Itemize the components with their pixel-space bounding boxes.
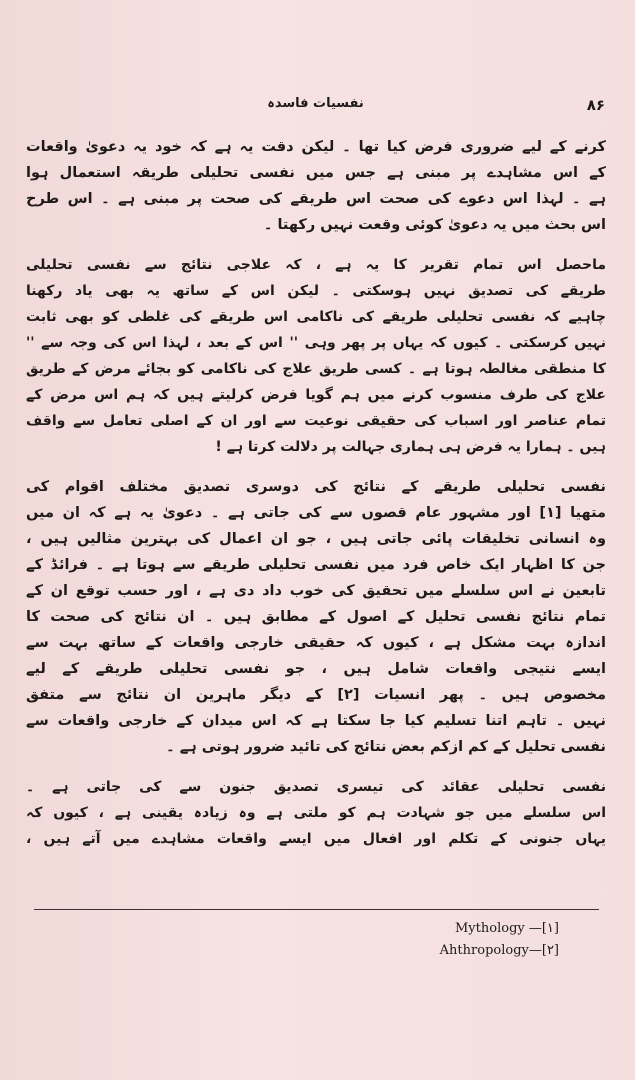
text-line: تمام نتائج نفسی تحلیل کے اصول کے مطابق ہیں ۔ ان نتائج کی صحت کا: [26, 609, 606, 625]
footnote-divider: [34, 909, 599, 910]
text-line: چاہیے کہ نفسی تحلیلی طریقے کی ناکامی اس طریقے کی غلطی کو بھی ثابت: [26, 309, 606, 325]
text-line: وہ انسانی تخلیقات پائی جاتی ہیں ، جو ان اعمال کی بہترین مثالیں ہیں ،: [26, 531, 606, 547]
text-line: ہے ۔ لہذا اس دعوے کی صحت اس طریقے کی صحت پر مبنی ہے ۔ اس طرح: [26, 191, 606, 207]
text-line: کے اس مشاہدے پر مبنی ہے جس میں نفسی تحلیلی طریقہ استعمال ہوا: [26, 165, 606, 181]
text-line: نفسی تحلیلی طریقے کے نتائج کی دوسری تصدیق مختلف اقوام کی: [26, 479, 606, 495]
text-line: تابعین نے اس سلسلے میں تحقیق کی خوب داد دی ہے ، اور حسب توقع ان کے: [26, 583, 606, 599]
paragraph: [26, 474, 606, 760]
text-line: یہاں جنونی کے تکلم اور افعال میں ایسے واقعات مشاہدے میں آتے ہیں ،: [26, 831, 606, 847]
text-line: ہیں ۔ ہمارا یہ فرض ہی ہماری جہالت پر دلالت کرتا ہے !: [215, 439, 606, 455]
text-line: متھیا [۱] اور مشہور عام قصوں سے کی جاتی ہے ۔ دعویٰ یہ ہے کہ ان میں: [26, 505, 606, 521]
text-line: نفسی تحلیلی عقائد کی تیسری تصدیق جنون سے کی جاتی ہے ۔: [26, 779, 606, 795]
text-line: اس سلسلے میں جو شہادت ہم کو ملتی ہے وہ زیادہ یقینی ہے ، کیوں کہ: [26, 805, 606, 821]
text-line: علاج کی طرف منسوب کرنے میں ہم گویا فرض کرلیتے ہیں کہ ہم اس مرض کے: [26, 387, 606, 403]
running-title: نفسیات فاسدہ: [267, 96, 364, 111]
text-line: تمام عناصر اور اسباب کی حقیقی نوعیت سے اور ان کے اصلی تعامل سے واقف: [26, 413, 606, 429]
paragraph: [26, 774, 606, 852]
text-line: نفسی تحلیل کے کم ازکم بعض نتائج کی تائید ضرور ہوتی ہے ۔: [166, 739, 606, 755]
text-line: جن کا اظہار ایک خاص فرد میں نفسی تحلیلی طریقے سے ہوتا ہے ۔ فرائڈ کے: [26, 557, 606, 573]
text-line: اندازہ بہت مشکل ہے ، کیوں کہ حقیقی خارجی واقعات کے ساتھ بہت سے: [26, 635, 606, 651]
text-line: نہیں ۔ تاہم اتنا تسلیم کیا جا سکتا ہے کہ اس میدان کے خارجی واقعات سے: [26, 713, 606, 729]
text-line: ماحصل اس تمام تقریر کا یہ ہے ، کہ علاجی نتائج سے نفسی تحلیلی: [26, 257, 606, 273]
text-line: اس بحث میں یہ دعویٰ کوئی وقعت نہیں رکھتا ۔: [263, 217, 606, 233]
text-line: کا منطقی مغالطہ ہوتا ہے ۔ کسی طریق علاج کی ناکامی کو بجائے مرض کے طریق: [26, 361, 606, 377]
text-line: نہیں کرسکتی ۔ کیوں کہ یہاں پر پھر وہی '' اس کے بعد ، لہذا اس کی وجہ سے '': [26, 335, 606, 351]
text-line: کرنے کے لیے ضروری فرض کیا تھا ۔ لیکن دقت یہ ہے کہ خود یہ دعویٰ واقعات: [26, 139, 606, 155]
page-number: ۸۶: [586, 96, 605, 114]
footnotes: [440, 918, 559, 962]
text-line: طریقے کی تصدیق نہیں ہوسکتی ۔ لیکن اس کے ساتھ یہ بھی یاد رکھنا: [26, 283, 606, 299]
text-line: مخصوص ہیں ۔ پھر انسیات [۲] کے دیگر ماہرین ان نتائج سے متفق: [26, 687, 606, 703]
page-header: [26, 96, 605, 120]
text-line: ایسے نتیجی واقعات شامل ہیں ، جو نفسی تحلیلی طریقے کے لیے: [26, 661, 606, 677]
footnote-1: Mythology —[۱]: [455, 921, 559, 936]
paragraph: [26, 134, 606, 238]
body-text: [26, 134, 606, 866]
paragraph: [26, 252, 606, 460]
footnote-2: Ahthropology—[۲]: [439, 943, 559, 958]
